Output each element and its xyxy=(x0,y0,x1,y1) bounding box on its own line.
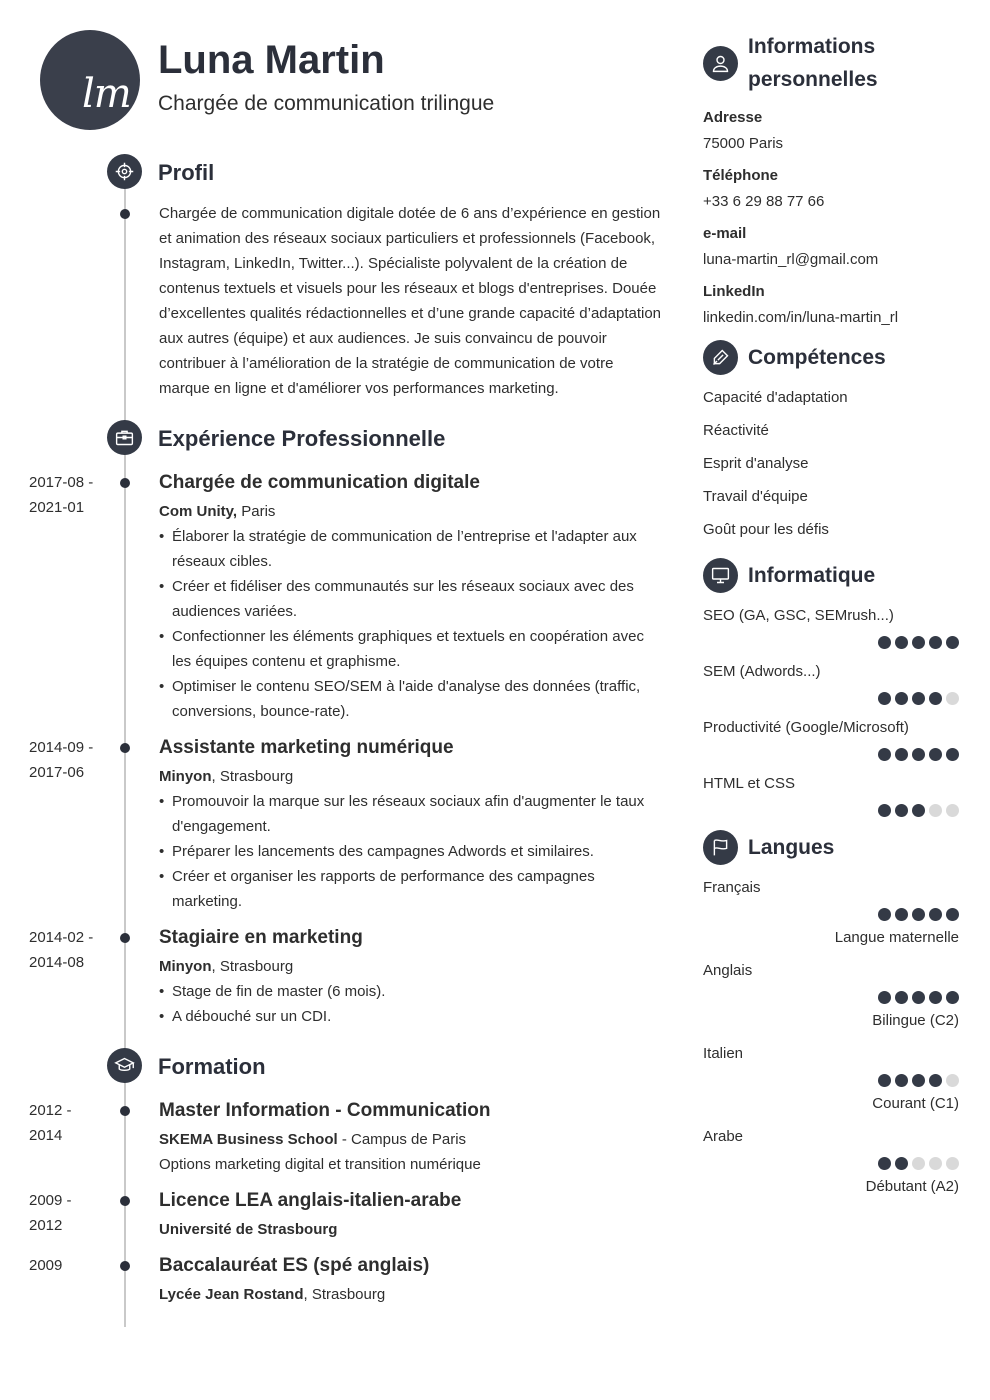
list-item: • Optimiser le contenu SEO/SEM à l'aide d'analyse des données (traffic, conversions, bounce-rate). xyxy=(159,674,667,724)
email-label: e-mail xyxy=(703,225,747,242)
briefcase-icon xyxy=(107,420,142,455)
rating-dot-filled xyxy=(895,908,908,921)
language-name: Anglais xyxy=(703,962,753,979)
timeline-dot xyxy=(120,933,130,943)
entry-date: 2014-09 - 2017-06 xyxy=(29,739,94,781)
rating-dot-empty xyxy=(929,1157,942,1170)
rating-dot-filled xyxy=(878,1157,891,1170)
entry-date: 2009 xyxy=(29,1257,63,1274)
phone-value: +33 6 29 88 77 66 xyxy=(703,193,825,210)
sidebar xyxy=(703,30,959,1210)
address-value: 75000 Paris xyxy=(703,135,784,152)
rating-dots xyxy=(703,636,959,649)
rating-dots xyxy=(703,908,959,921)
linkedin-value[interactable]: linkedin.com/in/luna-martin_rl xyxy=(703,309,899,326)
rating-dots xyxy=(703,991,959,1004)
entry-title: Master Information - Communication xyxy=(159,1100,491,1121)
entry-bullets xyxy=(159,524,667,724)
email-value[interactable]: luna-martin_rl@gmail.com xyxy=(703,251,879,268)
entry-detail: Options marketing digital et transition numérique xyxy=(159,1156,481,1173)
section-header-computing xyxy=(703,558,959,606)
entry-title: Licence LEA anglais-italien-arabe xyxy=(159,1190,462,1211)
rating-dot-filled xyxy=(946,636,959,649)
language-item xyxy=(703,1127,959,1197)
computing-item xyxy=(703,774,959,817)
rating-dot-filled xyxy=(946,908,959,921)
timeline-dot xyxy=(120,1106,130,1116)
entry-company: Minyon, Strasbourg xyxy=(159,958,294,975)
section-title-education: Formation xyxy=(158,1054,266,1079)
candidate-name: Luna Martin xyxy=(158,38,385,82)
language-name: Français xyxy=(703,879,761,896)
rating-dot-filled xyxy=(929,908,942,921)
language-item xyxy=(703,878,959,948)
rating-dot-filled xyxy=(929,991,942,1004)
list-item: • Élaborer la stratégie de communication de l’entreprise et l'adapter aux réseaux cibles. xyxy=(159,524,667,574)
rating-dot-filled xyxy=(878,748,891,761)
entry-bullets xyxy=(159,789,667,914)
rating-dot-empty xyxy=(946,1157,959,1170)
entry-title: Chargée de communication digitale xyxy=(159,472,480,493)
list-item: • Confectionner les éléments graphiques et textuels en coopération avec les équipes contenu et graphisme. xyxy=(159,624,667,674)
entry-school: Université de Strasbourg xyxy=(159,1221,338,1238)
computing-list xyxy=(703,606,959,817)
rating-dot-filled xyxy=(895,692,908,705)
rating-dot-filled xyxy=(912,692,925,705)
entry-company: Minyon, Strasbourg xyxy=(159,768,294,785)
skill-item: Capacité d'adaptation xyxy=(703,389,848,406)
languages-list xyxy=(703,878,959,1197)
list-item: • Créer et organiser les rapports de performance des campagnes marketing. xyxy=(159,864,667,914)
list-item: • Créer et fidéliser des communautés sur les réseaux sociaux avec des audiences variées. xyxy=(159,574,667,624)
address-label: Adresse xyxy=(703,109,763,126)
section-title-skills: Compétences xyxy=(748,346,886,369)
rating-dot-filled xyxy=(878,692,891,705)
rating-dot-filled xyxy=(929,636,942,649)
language-name: Arabe xyxy=(703,1128,744,1145)
rating-dot-filled xyxy=(895,991,908,1004)
phone-label: Téléphone xyxy=(703,167,779,184)
section-title-languages: Langues xyxy=(748,836,835,859)
tools-icon xyxy=(703,340,738,375)
entry-date: 2009 - 2012 xyxy=(29,1192,72,1234)
computing-item-name: HTML et CSS xyxy=(703,775,795,792)
section-header-skills xyxy=(703,340,959,388)
timeline-dot xyxy=(120,1261,130,1271)
section-title-profile: Profil xyxy=(158,160,215,185)
computing-item xyxy=(703,718,959,761)
language-level: Débutant (A2) xyxy=(865,1178,959,1195)
rating-dot-filled xyxy=(878,908,891,921)
timeline-dot xyxy=(120,478,130,488)
rating-dot-filled xyxy=(912,804,925,817)
job-title: Chargée de communication trilingue xyxy=(158,92,495,115)
language-item xyxy=(703,961,959,1031)
rating-dot-filled xyxy=(929,692,942,705)
rating-dots xyxy=(703,804,959,817)
list-item: • Promouvoir la marque sur les réseaux sociaux afin d'augmenter le taux d'engagement. xyxy=(159,789,667,839)
rating-dots xyxy=(703,748,959,761)
computing-item xyxy=(703,662,959,705)
language-level: Courant (C1) xyxy=(872,1095,959,1112)
profile-text: Chargée de communication digitale dotée de 6 ans d’expérience en gestion et animation des réseaux sociaux particuliers et professionnels (Facebook, Instagram, LinkedIn, Twitter...). Spécialiste polyvalent de la création de contenus textuels et visuels pour les réseaux et blogs d'entreprises. Douée d’excellentes qualités rédactionnelles et d’une grande capacité d’adaptation aux autres (équipe) et aux audiences. Je suis convaincu de pouvoir contribuer à l’amélioration de la stratégie de communication de votre marque en ligne et d'améliorer vos performances marketing. xyxy=(159,205,662,397)
entry-bullets xyxy=(159,979,667,1029)
rating-dot-filled xyxy=(878,1074,891,1087)
rating-dot-empty xyxy=(946,692,959,705)
rating-dot-filled xyxy=(912,991,925,1004)
section-header-languages xyxy=(703,830,959,878)
flag-icon xyxy=(703,830,738,865)
avatar-initials: lm xyxy=(82,71,131,117)
rating-dot-filled xyxy=(878,991,891,1004)
entry-title: Assistante marketing numérique xyxy=(159,737,454,758)
section-title-computing: Informatique xyxy=(748,564,876,587)
rating-dot-filled xyxy=(929,1074,942,1087)
entry-school: Lycée Jean Rostand, Strasbourg xyxy=(159,1286,386,1303)
rating-dot-filled xyxy=(946,991,959,1004)
section-title-experience: Expérience Professionnelle xyxy=(158,426,446,451)
rating-dot-empty xyxy=(929,804,942,817)
rating-dot-filled xyxy=(895,1074,908,1087)
entry-title: Stagiaire en marketing xyxy=(159,927,363,948)
language-level: Bilingue (C2) xyxy=(872,1012,959,1029)
skills-list xyxy=(703,388,959,540)
rating-dot-empty xyxy=(946,804,959,817)
rating-dot-filled xyxy=(912,636,925,649)
entry-date: 2012 - 2014 xyxy=(29,1102,72,1144)
user-icon xyxy=(703,46,738,81)
list-item: • Préparer les lancements des campagnes Adwords et similaires. xyxy=(159,839,667,864)
entry-date: 2014-02 - 2014-08 xyxy=(29,929,94,971)
rating-dot-filled xyxy=(895,748,908,761)
avatar xyxy=(40,30,140,130)
entry-company: Com Unity, Paris xyxy=(159,503,276,520)
monitor-icon xyxy=(703,558,738,593)
rating-dots xyxy=(703,692,959,705)
language-level: Langue maternelle xyxy=(834,929,959,946)
skill-item: Goût pour les défis xyxy=(703,521,829,538)
list-item: • Stage de fin de master (6 mois). xyxy=(159,979,667,1004)
rating-dot-filled xyxy=(912,748,925,761)
skill-item: Réactivité xyxy=(703,422,769,439)
rating-dot-filled xyxy=(895,804,908,817)
rating-dot-filled xyxy=(895,1157,908,1170)
rating-dot-filled xyxy=(878,804,891,817)
section-header-personal xyxy=(703,30,959,108)
entry-date: 2017-08 - 2021-01 xyxy=(29,474,94,516)
entry-title: Baccalauréat ES (spé anglais) xyxy=(159,1255,430,1276)
rating-dot-filled xyxy=(946,748,959,761)
rating-dot-filled xyxy=(895,636,908,649)
language-item xyxy=(703,1044,959,1114)
entry-school: SKEMA Business School - Campus de Paris xyxy=(159,1131,467,1148)
timeline-dot xyxy=(120,1196,130,1206)
skill-item: Travail d'équipe xyxy=(703,488,808,505)
rating-dots xyxy=(703,1157,959,1170)
language-name: Italien xyxy=(703,1045,744,1062)
section-title-personal: Informations personnelles xyxy=(748,35,878,91)
target-icon xyxy=(107,154,142,189)
rating-dot-filled xyxy=(929,748,942,761)
personal-info xyxy=(703,108,959,328)
computing-item-name: SEO (GA, GSC, SEMrush...) xyxy=(703,607,894,624)
rating-dots xyxy=(703,1074,959,1087)
rating-dot-filled xyxy=(912,908,925,921)
linkedin-label: LinkedIn xyxy=(703,283,765,300)
skill-item: Esprit d'analyse xyxy=(703,455,809,472)
timeline-dot xyxy=(120,743,130,753)
rating-dot-empty xyxy=(946,1074,959,1087)
computing-item-name: Productivité (Google/Microsoft) xyxy=(703,719,909,736)
list-item: • A débouché sur un CDI. xyxy=(159,1004,667,1029)
rating-dot-empty xyxy=(912,1157,925,1170)
graduation-cap-icon xyxy=(107,1048,142,1083)
computing-item xyxy=(703,606,959,649)
timeline-dot xyxy=(120,209,130,219)
rating-dot-filled xyxy=(878,636,891,649)
rating-dot-filled xyxy=(912,1074,925,1087)
computing-item-name: SEM (Adwords...) xyxy=(703,663,821,680)
